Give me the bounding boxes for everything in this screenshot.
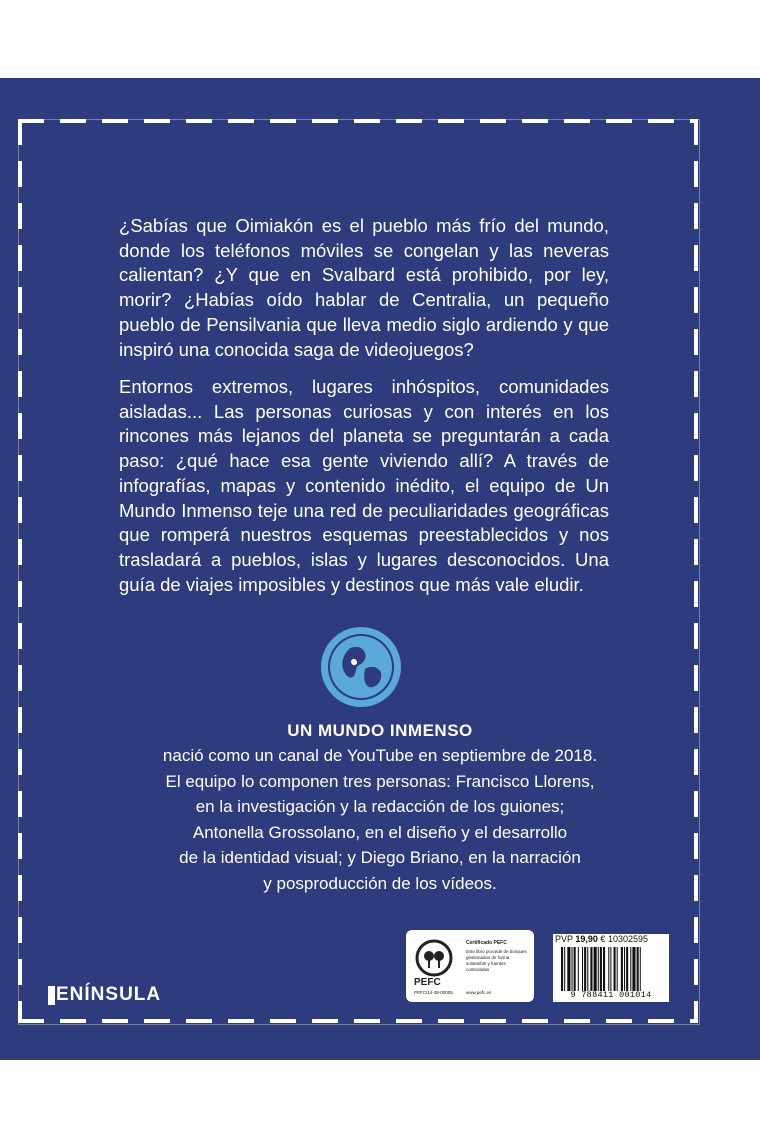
price-prefix: PVP [555,934,573,944]
price-line [555,934,648,944]
isbn-digits: 9 788411 001014 [570,990,652,1000]
author-bio-line: en la investigación y la redacción de los guiones; [195,797,565,817]
barcode-bar [624,947,625,991]
blurb-paragraph-1: ¿Sabías que Oimiakón es el pueblo más frío del mundo, donde los teléfonos móviles se congelan y las neveras calientan? ¿Y que en Svalbard está prohibido, por ley, morir? ¿Habías oído hablar de Centralia, un pequeño pueblo de Pensilvania que lleva medio siglo ardiendo y que inspiró una conocida saga de videojuegos? [119,215,609,360]
product-code: 10302595 [607,934,648,944]
pefc-web: www.pefc.es [466,990,492,995]
barcode-bar [582,947,583,991]
pefc-description: Este libro procede de bosques gestionados de forma sostenible y fuentes controladas [466,949,527,972]
globe-icon [319,625,403,709]
author-bio [0,743,760,897]
barcode-bar [584,947,586,991]
dashed-border-bottom [18,1019,698,1023]
pefc-code: PEFC/14-38-00005 [414,990,453,995]
pefc-name: PEFC [414,977,441,988]
author-bio-line: nació como un canal de YouTube en septiembre de 2018. [162,746,598,765]
barcode-bar [572,947,573,991]
barcode-bar [621,947,623,991]
pefc-cert-title: Certificado PEFC [466,940,507,946]
barcode-bar [637,947,639,991]
author-bio-line: Antonella Grossolano, en el diseño y el desarrollo [192,822,568,842]
barcode-bar [590,947,592,991]
barcode-bars [561,947,665,991]
barcode-bar [600,947,602,991]
author-bio-line: El equipo lo componen tres personas: Francisco Llorens, [165,771,595,791]
barcode-label [553,934,669,1002]
barcode-bar [603,947,605,991]
barcode-bar [598,947,599,991]
dashed-border-top [18,119,698,123]
publisher-logo-mark [48,986,55,1005]
barcode-bar [564,947,565,991]
barcode-bar [626,947,628,991]
barcode-bar [567,947,570,991]
publisher-logo [48,984,161,1006]
publisher-logo-text: ENÍNSULA [56,984,162,1005]
blurb-paragraph-2: Entornos extremos, lugares inhóspitos, comunidades aisladas... Las personas curiosas y con interés en los rincones más lejanos del planeta se preguntarán a cada paso: ¿qué hace esa gente viviendo allí? A través de infografías, mapas y contenido inédito, el equipo de Un Mundo Inmenso teje una red de peculiaridades geográficas que romperá nuestros esquemas preestablecidos y nos trasladará a pueblos, islas y lugares desconocidos. Una guía de viajes imposibles y destinos que más vale eludir. [119,376,609,595]
barcode-bar [574,947,576,991]
barcode-bar [630,947,631,991]
barcode-bar [587,947,588,991]
barcode-bar [608,947,609,991]
barcode-bar [578,947,579,991]
price-value: 19,90 [575,934,598,944]
barcode-bar [594,947,597,991]
pefc-label [406,930,534,1002]
back-cover [0,78,760,1060]
barcode-bar [617,947,618,991]
barcode-bar [610,947,611,991]
author-bio-line: y posproducción de los vídeos. [263,873,497,893]
barcode-bar [640,947,641,991]
barcode-bar [632,947,635,991]
author-bio-line: de la identidad visual; y Diego Briano, en la narración [179,848,581,868]
price-currency: € [600,934,606,944]
barcode-bar [561,947,563,991]
author-name: UN MUNDO INMENSO [287,721,473,740]
pefc-tree-icon [414,938,454,978]
barcode-bar [614,947,616,991]
